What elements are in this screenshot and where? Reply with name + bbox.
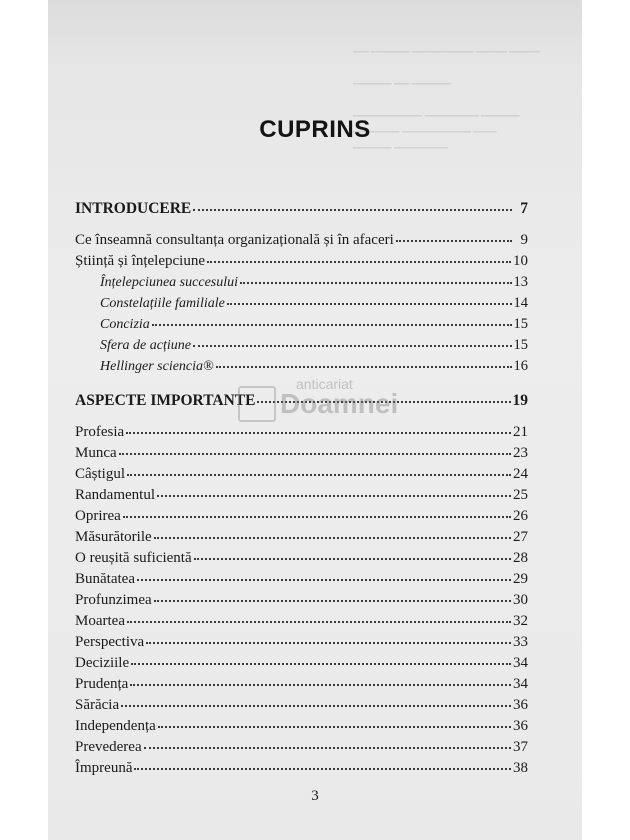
toc-label: Sărăcia xyxy=(75,697,120,713)
toc-label: INTRODUCERE xyxy=(75,200,192,217)
toc-page: 30 xyxy=(513,592,528,608)
leader-dots xyxy=(396,239,512,242)
leader-dots xyxy=(127,473,511,476)
toc-label: Prudența xyxy=(75,676,129,692)
toc-label: Ce înseamnă consultanța organizațională și în afaceri xyxy=(75,232,394,248)
leader-dots xyxy=(137,578,511,581)
toc-subentry[interactable] xyxy=(75,316,528,337)
toc-page: 25 xyxy=(513,487,528,503)
leader-dots xyxy=(134,767,511,770)
toc-subentry[interactable] xyxy=(75,295,528,316)
toc-label: Împreună xyxy=(75,760,133,776)
leader-dots xyxy=(193,344,512,347)
leader-dots xyxy=(127,620,511,623)
toc-entry[interactable] xyxy=(75,592,528,613)
leader-dots xyxy=(154,599,511,602)
toc-page: 27 xyxy=(513,529,528,545)
leader-dots xyxy=(131,662,511,665)
toc-entry[interactable] xyxy=(75,550,528,571)
toc-label: Constelațiile familiale xyxy=(100,296,225,311)
toc-entry[interactable] xyxy=(75,676,528,697)
leader-dots xyxy=(152,323,512,326)
toc-entry[interactable] xyxy=(75,655,528,676)
toc-page: 28 xyxy=(513,550,528,566)
toc-subentry[interactable] xyxy=(75,337,528,358)
toc-entry[interactable] xyxy=(75,634,528,655)
page-title: CUPRINS xyxy=(259,116,371,143)
leader-dots xyxy=(157,494,511,497)
toc-entry[interactable] xyxy=(75,445,528,466)
toc-entry[interactable] xyxy=(75,466,528,487)
leader-dots xyxy=(130,683,511,686)
toc-label: Măsurătorile xyxy=(75,529,152,545)
toc-page: 13 xyxy=(513,274,528,290)
book-page xyxy=(48,0,582,840)
toc-entry[interactable] xyxy=(75,253,528,274)
toc-page: 29 xyxy=(513,571,528,587)
toc-entry[interactable] xyxy=(75,487,528,508)
leader-dots xyxy=(119,452,511,455)
watermark-logo xyxy=(238,374,408,432)
toc-entry[interactable] xyxy=(75,697,528,718)
toc-entry[interactable] xyxy=(75,508,528,529)
toc-page: 36 xyxy=(513,718,528,734)
toc-page: 32 xyxy=(513,613,528,629)
toc-page: 36 xyxy=(513,697,528,713)
toc-label: Hellinger sciencia® xyxy=(100,359,214,374)
leader-dots xyxy=(216,365,512,368)
leader-dots xyxy=(144,746,511,749)
toc-page: 24 xyxy=(513,466,528,482)
toc-page: 19 xyxy=(512,392,528,409)
watermark-small-text: anticariat xyxy=(296,376,353,392)
leader-dots xyxy=(123,515,511,518)
leader-dots xyxy=(154,536,511,539)
toc-entry[interactable] xyxy=(75,718,528,739)
toc-page: 16 xyxy=(513,358,528,374)
toc-page: 15 xyxy=(513,337,528,353)
book-logo-icon xyxy=(238,386,276,422)
toc-label: Independența xyxy=(75,718,156,734)
toc-label: Profunzimea xyxy=(75,592,152,608)
toc-page: 21 xyxy=(513,424,528,440)
toc-label: Randamentul xyxy=(75,487,155,503)
leader-dots xyxy=(193,208,512,211)
toc-page: 34 xyxy=(513,676,528,692)
leader-dots xyxy=(146,641,511,644)
toc-label: Bunătatea xyxy=(75,571,135,587)
toc-page: 10 xyxy=(513,253,528,269)
toc-entry[interactable] xyxy=(75,571,528,592)
toc-label: Înțelepciunea succesului xyxy=(100,275,239,290)
toc-page: 26 xyxy=(513,508,528,524)
toc-label: Perspectiva xyxy=(75,634,145,650)
toc-section-introducere[interactable] xyxy=(75,200,528,221)
toc-page: 38 xyxy=(513,760,528,776)
toc-page: 9 xyxy=(520,232,528,248)
toc-label: O reușită suficientă xyxy=(75,550,192,566)
toc-page: 15 xyxy=(513,316,528,332)
toc-entry[interactable] xyxy=(75,529,528,550)
toc-page: 7 xyxy=(520,200,528,217)
page-number: 3 xyxy=(311,788,319,804)
toc-label: Munca xyxy=(75,445,117,461)
toc-page: 34 xyxy=(513,655,528,671)
toc-entry[interactable] xyxy=(75,232,528,253)
leader-dots xyxy=(240,281,511,284)
leader-dots xyxy=(227,302,512,305)
toc-page: 37 xyxy=(513,739,528,755)
toc-label: Prevederea xyxy=(75,739,142,755)
toc-label: Profesia xyxy=(75,424,125,440)
toc-label: Știință și înțelepciune xyxy=(75,253,205,269)
show-through-text: ▁▁ ▁▁▁▁▁ ▁▁▁▁▁▁▁▁ ▁▁▁▁ ▁▁▁▁ ▁▁▁▁▁ ▁▁ ▁▁▁▁▁ ▁▁▁▁▁▁▁▁▁ ▁▁▁▁▁▁▁ ▁▁▁▁▁ ▁▁▁▁▁▁ ▁▁▁▁▁▁▁▁▁ ▁▁▁ ▁▁▁▁▁ ▁▁▁▁▁▁▁ xyxy=(353,42,540,149)
toc-label: Câștigul xyxy=(75,466,126,482)
toc-entry[interactable] xyxy=(75,739,528,760)
table-of-contents xyxy=(75,200,528,781)
toc-label: Moartea xyxy=(75,613,125,629)
leader-dots xyxy=(194,557,511,560)
toc-entry[interactable] xyxy=(75,760,528,781)
toc-label: Concizia xyxy=(100,317,150,332)
toc-label: ASPECTE IMPORTANTE xyxy=(75,392,256,409)
toc-entry[interactable] xyxy=(75,613,528,634)
leader-dots xyxy=(121,704,511,707)
toc-label: Sfera de acțiune xyxy=(100,338,191,353)
toc-label: Deciziile xyxy=(75,655,130,671)
toc-label: Oprirea xyxy=(75,508,121,524)
leader-dots xyxy=(158,725,511,728)
watermark-large-text: Doamnei xyxy=(280,388,399,419)
leader-dots xyxy=(207,260,511,263)
toc-page: 23 xyxy=(513,445,528,461)
toc-subentry[interactable] xyxy=(75,274,528,295)
toc-page: 33 xyxy=(513,634,528,650)
toc-page: 14 xyxy=(513,295,528,311)
